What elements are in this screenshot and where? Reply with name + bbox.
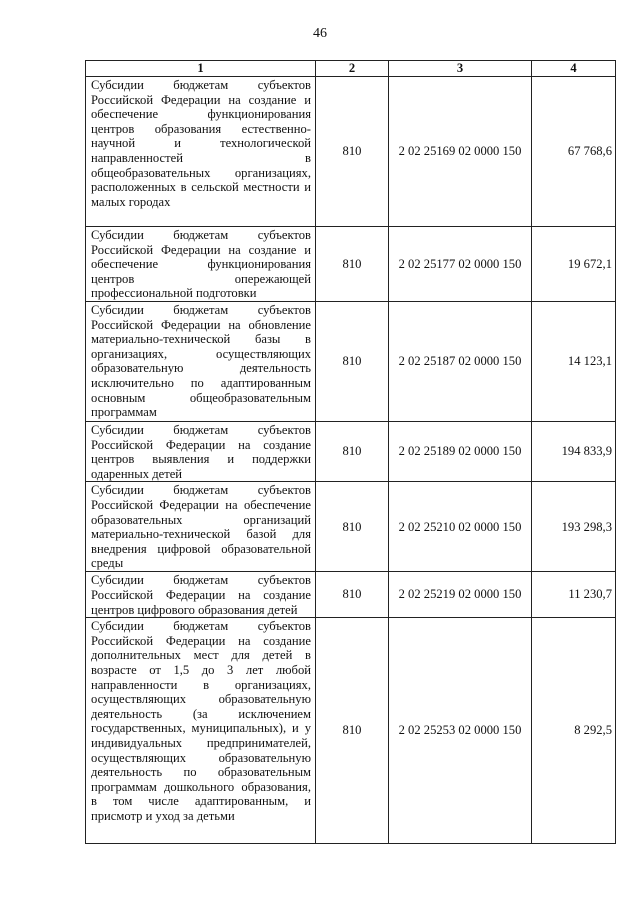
row-budget-code: 2 02 25253 02 0000 150 [389, 618, 532, 844]
row-description: Субсидии бюджетам субъектов Российской Федерации на обеспечение образовательных организаций материально-технической базой для внедрения цифровой образовательной среды [86, 482, 316, 572]
row-description: Субсидии бюджетам субъектов Российской Федерации на создание дополнительных мест для детей в возрасте от 1,5 до 3 лет любой направленности в организациях, осуществляющих образовательную деятельность (за исключением государственных, муниципальных), и у индивидуальных предпринимателей, осуществляющих образовательную деятельность по образовательным программам дошкольного образования, в том числе адаптированным, и присмотр и уход за детьми [86, 618, 316, 844]
row-amount: 194 833,9 [532, 422, 616, 482]
budget-revenue-table [85, 60, 616, 844]
row-budget-code: 2 02 25177 02 0000 150 [389, 227, 532, 302]
row-description: Субсидии бюджетам субъектов Российской Федерации на создание центров цифрового образования детей [86, 572, 316, 618]
table-row [86, 77, 616, 227]
column-header-amount: 4 [532, 61, 616, 77]
row-description: Субсидии бюджетам субъектов Российской Федерации на создание центров выявления и поддержки одаренных детей [86, 422, 316, 482]
row-budget-code: 2 02 25219 02 0000 150 [389, 572, 532, 618]
row-vedomstvo-code: 810 [316, 572, 389, 618]
row-budget-code: 2 02 25187 02 0000 150 [389, 302, 532, 422]
row-description: Субсидии бюджетам субъектов Российской Федерации на создание и обеспечение функционирования центров образования естественно-научной и технологической направленностей в общеобразовательных организациях, расположенных в сельской местности и малых городах [86, 77, 316, 227]
table-row [86, 302, 616, 422]
row-amount: 67 768,6 [532, 77, 616, 227]
row-vedomstvo-code: 810 [316, 77, 389, 227]
table-row [86, 227, 616, 302]
table-header-row [86, 61, 616, 77]
row-vedomstvo-code: 810 [316, 302, 389, 422]
column-header-vedomstvo: 2 [316, 61, 389, 77]
table-row [86, 572, 616, 618]
row-vedomstvo-code: 810 [316, 422, 389, 482]
row-budget-code: 2 02 25210 02 0000 150 [389, 482, 532, 572]
row-vedomstvo-code: 810 [316, 227, 389, 302]
row-vedomstvo-code: 810 [316, 618, 389, 844]
row-amount: 11 230,7 [532, 572, 616, 618]
row-amount: 8 292,5 [532, 618, 616, 844]
row-budget-code: 2 02 25189 02 0000 150 [389, 422, 532, 482]
row-description: Субсидии бюджетам субъектов Российской Федерации на обновление материально-технической базы в организациях, осуществляющих образовательную деятельность исключительно по адаптированным основным общеобразовательным программам [86, 302, 316, 422]
page-number: 46 [313, 26, 327, 41]
column-header-description: 1 [86, 61, 316, 77]
row-amount: 193 298,3 [532, 482, 616, 572]
row-budget-code: 2 02 25169 02 0000 150 [389, 77, 532, 227]
table-row [86, 422, 616, 482]
row-vedomstvo-code: 810 [316, 482, 389, 572]
row-amount: 14 123,1 [532, 302, 616, 422]
row-amount: 19 672,1 [532, 227, 616, 302]
row-description: Субсидии бюджетам субъектов Российской Федерации на создание и обеспечение функционирования центров опережающей профессиональной подготовки [86, 227, 316, 302]
table-row [86, 618, 616, 844]
column-header-code: 3 [389, 61, 532, 77]
table-row [86, 482, 616, 572]
